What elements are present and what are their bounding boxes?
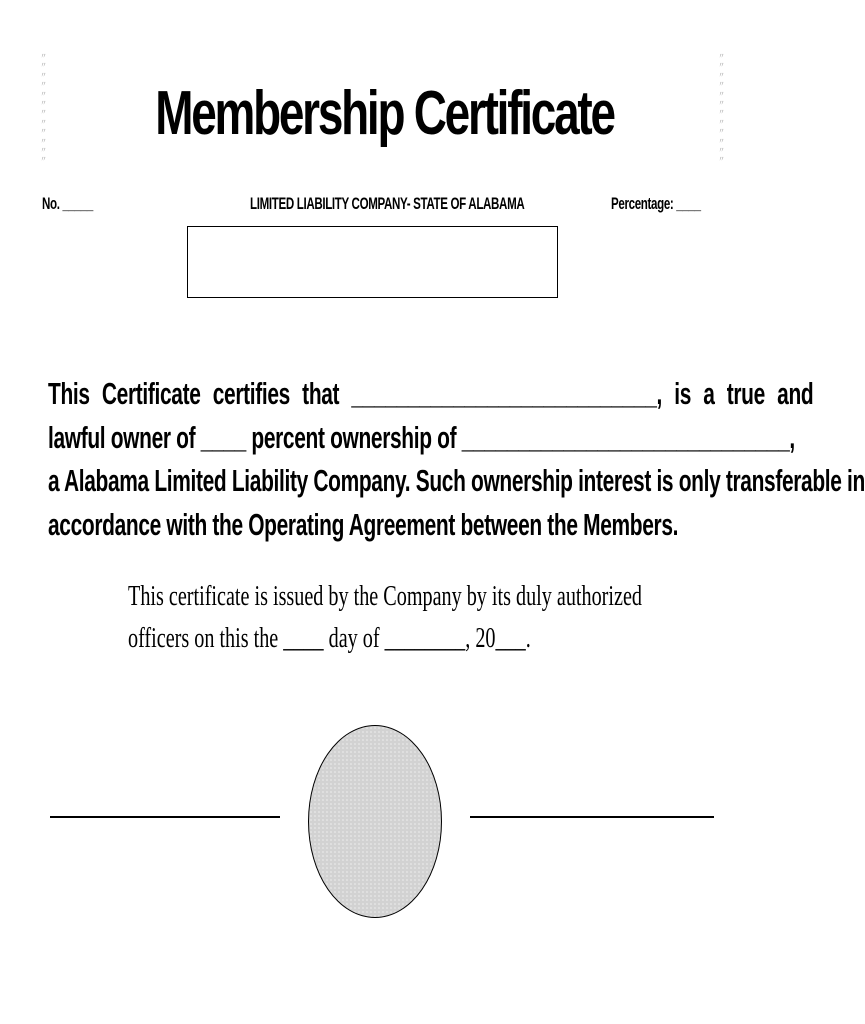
right-decorative-border: 〃 〃 〃 〃 〃 〃 〃 〃 〃 〃 〃 〃 bbox=[718, 52, 724, 164]
statement-line-2: lawful owner of ____ percent ownership of _____________________________, bbox=[48, 419, 795, 455]
certificate-number: No. _____ bbox=[42, 194, 93, 213]
percentage-field: Percentage: ____ bbox=[611, 194, 701, 213]
certificate-title: Membership Certificate bbox=[155, 79, 614, 148]
statement-line-1: This Certificate certifies that ___________________________, is a true and bbox=[48, 376, 814, 411]
statement-line-4: accordance with the Operating Agreement between the Members. bbox=[48, 506, 679, 542]
right-signature-line bbox=[470, 816, 714, 818]
left-decorative-border: 〃 〃 〃 〃 〃 〃 〃 〃 〃 〃 〃 〃 bbox=[40, 52, 46, 164]
issuance-line-2: officers on this the ____ day of ________, 20___. bbox=[128, 623, 531, 654]
company-name-box bbox=[187, 226, 558, 298]
issuance-line-1: This certificate is issued by the Company by its duly authorized bbox=[128, 581, 642, 612]
issuance-statement bbox=[128, 576, 675, 660]
statement-line-3: a Alabama Limited Liability Company. Such ownership interest is only transferable in bbox=[48, 463, 865, 498]
company-seal bbox=[308, 725, 442, 918]
certification-statement bbox=[48, 372, 865, 546]
company-type-heading: LIMITED LIABILITY COMPANY- STATE OF ALABAMA bbox=[250, 194, 525, 213]
left-signature-line bbox=[50, 816, 280, 818]
